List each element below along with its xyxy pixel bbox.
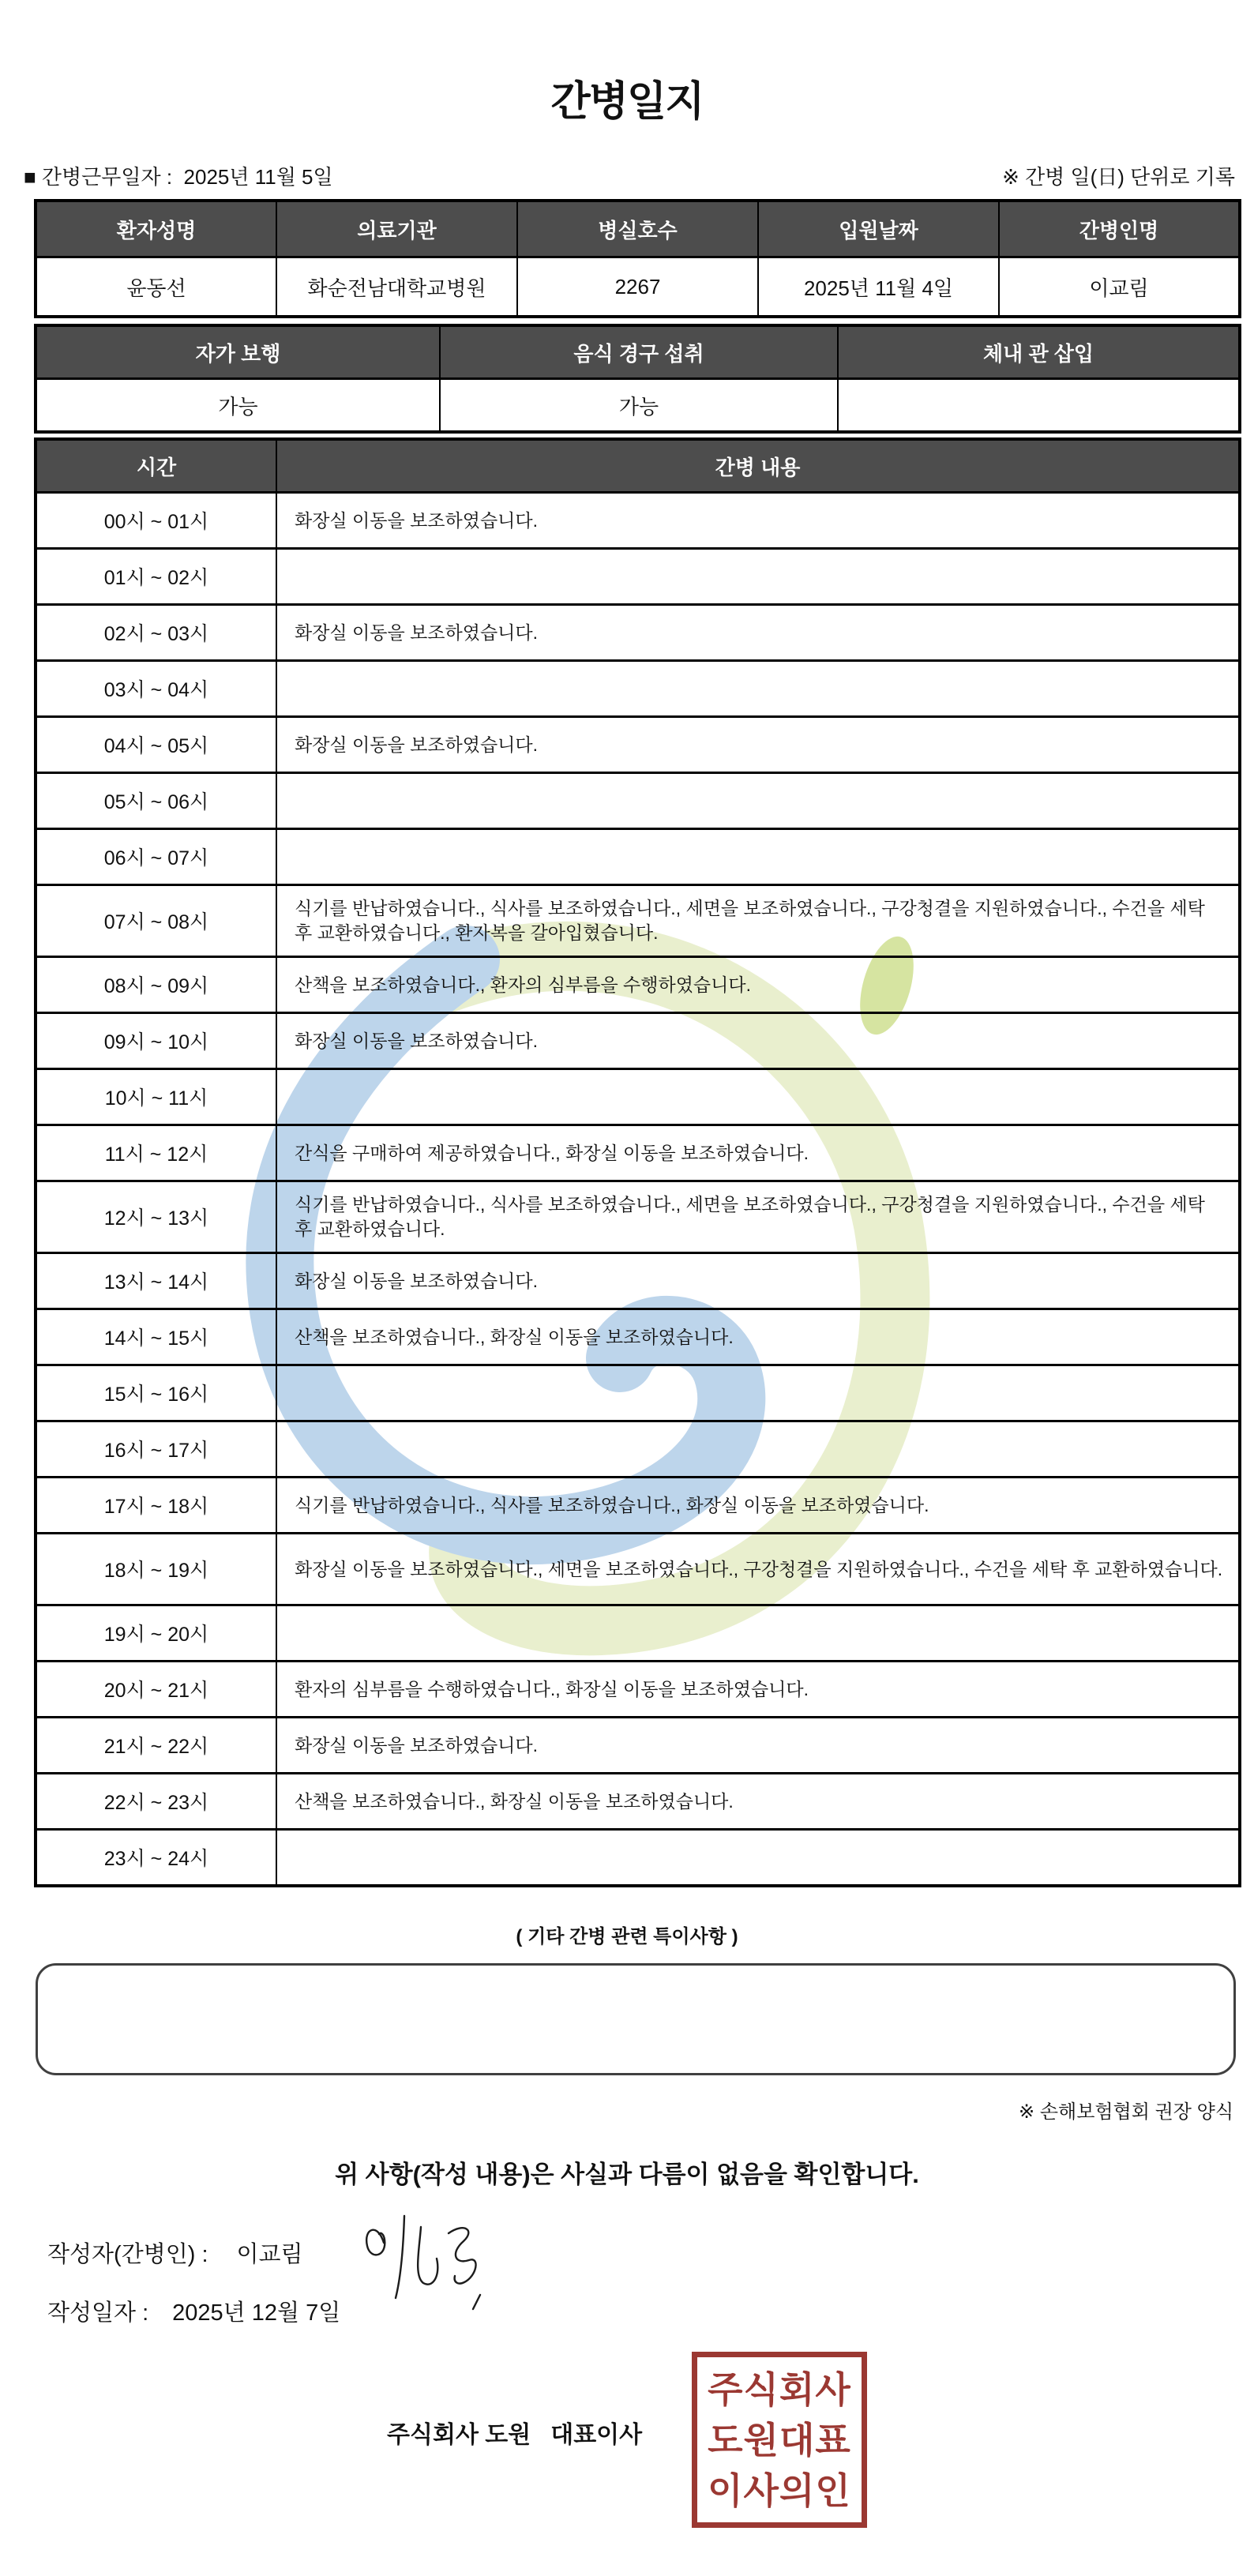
patient-table-value-cell: 윤동선 [36, 257, 276, 317]
care-content-cell [276, 1421, 1240, 1478]
care-time-cell: 14시 ~ 15시 [36, 1309, 276, 1365]
patient-table [34, 199, 1241, 318]
care-content-text: 화장실 이동을 보조하였습니다. [295, 509, 539, 531]
stamp-line: 이사의인 [708, 2469, 851, 2511]
date-label: 작성일자 : [47, 2300, 149, 2326]
care-content-cell [276, 1181, 1240, 1253]
page-title: 간병일지 [550, 79, 704, 125]
care-content-cell [276, 1013, 1240, 1069]
status-table-value-cell [838, 379, 1240, 433]
work-date-line [24, 161, 333, 190]
header-row [36, 325, 1240, 379]
patient-table-value-cell: 2025년 11월 4일 [758, 257, 999, 317]
care-row [36, 549, 1240, 605]
status-table-header-cell: 자가 보행 [36, 325, 440, 379]
care-time-cell: 16시 ~ 17시 [36, 1421, 276, 1478]
care-content-cell [276, 1478, 1240, 1534]
care-time-cell: 15시 ~ 16시 [36, 1365, 276, 1421]
care-row [36, 605, 1240, 661]
care-content-cell [276, 1662, 1240, 1718]
care-content-cell [276, 829, 1240, 885]
care-time-cell: 00시 ~ 01시 [36, 493, 276, 549]
written-date-line [47, 2295, 340, 2327]
care-content-text: 화장실 이동을 보조하였습니다. [295, 734, 539, 755]
care-row [36, 1365, 1240, 1421]
care-row [36, 1830, 1240, 1887]
care-content-cell [276, 1125, 1240, 1181]
care-time-cell: 23시 ~ 24시 [36, 1830, 276, 1887]
stamp-line: 주식회사 [708, 2368, 851, 2410]
care-row [36, 1478, 1240, 1534]
care-time-cell: 06시 ~ 07시 [36, 829, 276, 885]
care-header-row [36, 439, 1240, 493]
care-time-cell: 13시 ~ 14시 [36, 1253, 276, 1309]
status-table-header-cell: 음식 경구 섭취 [440, 325, 838, 379]
care-content-cell [276, 1774, 1240, 1830]
writer-name: 이교림 [236, 2242, 303, 2267]
patient-table-header-cell: 의료기관 [276, 201, 517, 257]
care-content-cell [276, 1718, 1240, 1774]
care-content-cell [276, 1253, 1240, 1309]
care-time-cell: 04시 ~ 05시 [36, 717, 276, 773]
care-content-cell [276, 885, 1240, 957]
patient-table-header-cell: 병실호수 [517, 201, 758, 257]
care-row [36, 717, 1240, 773]
care-time-cell: 20시 ~ 21시 [36, 1662, 276, 1718]
care-time-cell: 03시 ~ 04시 [36, 661, 276, 717]
value-row [36, 379, 1240, 433]
care-content-text: 화장실 이동을 보조하였습니다. [295, 621, 539, 643]
patient-table-value-cell: 2267 [517, 257, 758, 317]
care-header-cell: 간병 내용 [276, 439, 1240, 493]
care-row [36, 957, 1240, 1013]
handwritten-signature [360, 2210, 502, 2328]
care-row [36, 1662, 1240, 1718]
care-content-cell [276, 493, 1240, 549]
care-row [36, 1774, 1240, 1830]
care-content-text: 환자의 심부름을 수행하였습니다., 화장실 이동을 보조하였습니다. [295, 1678, 809, 1699]
care-content-text: 산책을 보조하였습니다., 화장실 이동을 보조하였습니다. [295, 1326, 734, 1347]
meta-row [24, 161, 1235, 190]
care-row [36, 1309, 1240, 1365]
writer-line [47, 2236, 303, 2269]
care-time-cell: 12시 ~ 13시 [36, 1181, 276, 1253]
care-content-text: 화장실 이동을 보조하였습니다. [295, 1270, 539, 1291]
status-table-header-cell: 체내 관 삽입 [838, 325, 1240, 379]
care-content-text: 간식을 구매하여 제공하였습니다., 화장실 이동을 보조하였습니다. [295, 1142, 809, 1163]
care-content-text: 산책을 보조하였습니다., 환자의 심부름을 수행하였습니다. [295, 974, 751, 995]
care-row [36, 773, 1240, 829]
care-header-cell: 시간 [36, 439, 276, 493]
patient-table-header-cell: 입원날짜 [758, 201, 999, 257]
care-time-cell: 05시 ~ 06시 [36, 773, 276, 829]
care-content-cell [276, 605, 1240, 661]
care-row [36, 885, 1240, 957]
care-content-text: 산책을 보조하였습니다., 화장실 이동을 보조하였습니다. [295, 1790, 734, 1812]
company-ceo-line: 주식회사 도원 대표이사 [387, 2422, 643, 2448]
care-content-cell [276, 1534, 1240, 1605]
corporate-seal-stamp [692, 2352, 867, 2528]
care-time-cell: 07시 ~ 08시 [36, 885, 276, 957]
care-content-cell [276, 1069, 1240, 1125]
care-time-cell: 10시 ~ 11시 [36, 1069, 276, 1125]
stamp-line: 도원대표 [708, 2419, 851, 2461]
care-log-table [34, 437, 1241, 1887]
care-row [36, 1181, 1240, 1253]
care-content-text: 식기를 반납하였습니다., 식사를 보조하였습니다., 세면을 보조하였습니다., 구강청결을 지원하였습니다., 수건을 세탁 후 교환하였습니다. [295, 1194, 1205, 1239]
special-notes-label: ( 기타 간병 관련 특이사항 ) [516, 1926, 738, 1947]
care-content-cell [276, 1605, 1240, 1662]
date-value: 2025년 12월 7일 [172, 2300, 341, 2326]
care-content-cell [276, 1830, 1240, 1887]
writer-label: 작성자(간병인) : [47, 2242, 208, 2267]
care-row [36, 1069, 1240, 1125]
patient-table-header-cell: 간병인명 [999, 201, 1240, 257]
care-time-cell: 21시 ~ 22시 [36, 1718, 276, 1774]
care-row [36, 1253, 1240, 1309]
value-row [36, 257, 1240, 317]
patient-table-value-cell: 화순전남대학교병원 [276, 257, 517, 317]
care-time-cell: 17시 ~ 18시 [36, 1478, 276, 1534]
unit-note: ※ 간병 일(日) 단위로 기록 [1002, 165, 1235, 189]
care-time-cell: 02시 ~ 03시 [36, 605, 276, 661]
care-row [36, 1125, 1240, 1181]
care-content-text: 식기를 반납하였습니다., 식사를 보조하였습니다., 세면을 보조하였습니다., 구강청결을 지원하였습니다., 수건을 세탁 후 교환하였습니다., 환자복을 갈아입혔습니다. [295, 898, 1205, 943]
status-table-value-cell: 가능 [440, 379, 838, 433]
insurance-form-note: ※ 손해보험협회 권장 양식 [1019, 2101, 1233, 2123]
care-content-text: 화장실 이동을 보조하였습니다. [295, 1030, 539, 1051]
care-time-cell: 11시 ~ 12시 [36, 1125, 276, 1181]
care-time-cell: 09시 ~ 10시 [36, 1013, 276, 1069]
care-content-cell [276, 661, 1240, 717]
care-row [36, 1534, 1240, 1605]
care-time-cell: 18시 ~ 19시 [36, 1534, 276, 1605]
care-time-cell: 19시 ~ 20시 [36, 1605, 276, 1662]
care-time-cell: 01시 ~ 02시 [36, 549, 276, 605]
care-row [36, 661, 1240, 717]
care-content-text: 식기를 반납하였습니다., 식사를 보조하였습니다., 화장실 이동을 보조하였습니다. [295, 1494, 929, 1515]
confirmation-statement: 위 사항(작성 내용)은 사실과 다름이 없음을 확인합니다. [335, 2161, 919, 2188]
care-content-cell [276, 549, 1240, 605]
care-content-cell [276, 957, 1240, 1013]
care-content-cell [276, 773, 1240, 829]
status-table-value-cell: 가능 [36, 379, 440, 433]
care-row [36, 1013, 1240, 1069]
care-content-cell [276, 717, 1240, 773]
work-date-label: ■ 간병근무일자 : [24, 165, 173, 189]
care-row [36, 493, 1240, 549]
care-time-cell: 22시 ~ 23시 [36, 1774, 276, 1830]
special-notes-box [36, 1963, 1236, 2075]
work-date-value: 2025년 11월 5일 [183, 165, 333, 189]
care-row [36, 829, 1240, 885]
care-content-cell [276, 1309, 1240, 1365]
care-time-cell: 08시 ~ 09시 [36, 957, 276, 1013]
patient-table-value-cell: 이교림 [999, 257, 1240, 317]
care-content-text: 화장실 이동을 보조하였습니다. [295, 1734, 539, 1756]
care-row [36, 1421, 1240, 1478]
status-table [34, 324, 1241, 434]
care-content-text: 화장실 이동을 보조하였습니다., 세면을 보조하였습니다., 구강청결을 지원하였습니다., 수건을 세탁 후 교환하였습니다. [295, 1558, 1223, 1579]
care-content-cell [276, 1365, 1240, 1421]
header-row [36, 201, 1240, 257]
care-row [36, 1718, 1240, 1774]
care-row [36, 1605, 1240, 1662]
patient-table-header-cell: 환자성명 [36, 201, 276, 257]
